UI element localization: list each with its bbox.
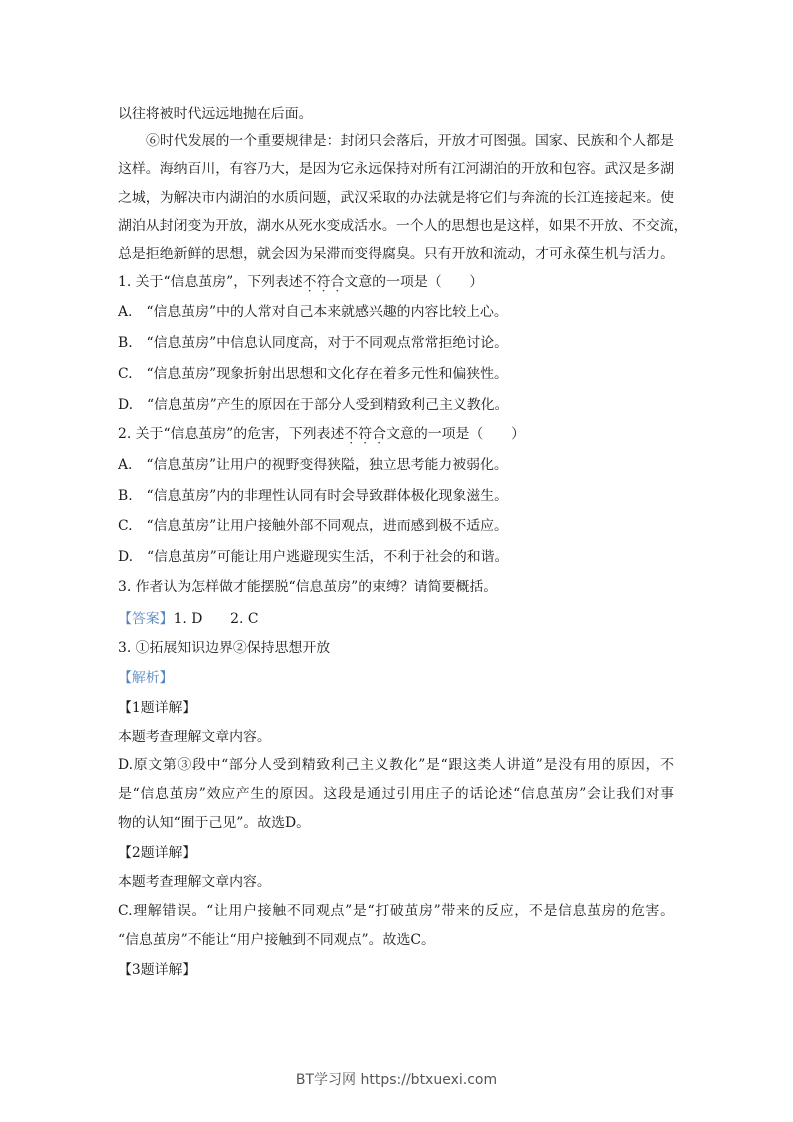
passage-para6-line: ⑥时代发展的一个重要规律是：封闭只会落后，开放才可图强。国家、民族和个人都是	[146, 133, 674, 149]
watermark-footer: BT学习网 https://btxuexi.com	[295, 1072, 498, 1088]
answer-line-2: 3. ①拓展知识边界②保持思想开放	[118, 640, 331, 656]
answer-line-1	[118, 609, 258, 629]
emphasis-char: 符	[316, 274, 331, 290]
answer-label: 【答案】	[118, 611, 174, 627]
q3-analysis-heading: 【3题详解】	[118, 962, 197, 978]
q2-analysis-line: C.理解错误。“让用户接触不同观点”是“打破茧房”带来的反应，不是信息茧房的危害。	[118, 903, 674, 919]
passage-para6-line: 这样。海纳百川，有容乃大，是因为它永远保持对所有江河湖泊的开放和包容。武汉是多湖	[118, 161, 674, 177]
passage-para6-line: 湖泊从封闭变为开放，湖水从死水变成活水。一个人的思想也是这样，如果不开放、不交流，	[118, 218, 688, 234]
question-1-stem: 1. 关于“信息茧房”，下列表述不符合文意的一项是（ ）	[118, 274, 484, 290]
passage-tail-line: 以往将被时代远远地抛在后面。	[118, 106, 313, 122]
emphasis-char: 不	[302, 274, 317, 290]
question-2-stem: 2. 关于“信息茧房”的危害，下列表述不符合文意的一项是（ ）	[118, 426, 525, 442]
question-2-option-a: A. “信息茧房”让用户的视野变得狭隘，独立思考能力被弱化。	[118, 457, 508, 473]
question-1-option-c: C. “信息茧房”现象折射出思想和文化存在着多元性和偏狭性。	[118, 366, 508, 382]
emphasis-char: 符	[358, 426, 373, 442]
question-2-option-d: D. “信息茧房”可能让用户逃避现实生活，不利于社会的和谐。	[118, 549, 509, 565]
question-2-option-c: C. “信息茧房”让用户接触外部不同观点，进而感到极不适应。	[118, 518, 508, 534]
q2-analysis-heading: 【2题详解】	[118, 845, 197, 861]
q1-analysis-line: 物的认知“囿于己见”。故选D。	[118, 815, 311, 831]
q1-analysis-line: 是“信息茧房”效应产生的原因。这段是通过引用庄子的话论述“信息茧房”会让我们对事	[118, 786, 674, 802]
emphasis-char: 不	[344, 426, 359, 442]
emphasis-char: 合	[330, 274, 345, 290]
answer-values: 1. D 2. C	[173, 611, 259, 627]
emphasis-char: 合	[372, 426, 387, 442]
question-1-option-b: B. “信息茧房”中信息认同度高，对于不同观点常常拒绝讨论。	[118, 335, 508, 351]
passage-para6-line: 之城，为解决市内湖泊的水质问题，武汉采取的办法就是将它们与奔流的长江连接起来。使	[118, 190, 674, 206]
q2-analysis-intro: 本题考查理解文章内容。	[118, 874, 271, 890]
q2-analysis-line: “信息茧房”不能让“用户接触到不同观点”。故选C。	[118, 932, 435, 948]
q1-analysis-line: D.原文第③段中“部分人受到精致利己主义教化”是“跟这类人讲道”是没有用的原因，不	[118, 757, 674, 773]
question-1-option-d: D. “信息茧房”产生的原因在于部分人受到精致利己主义教化。	[118, 397, 509, 413]
q1-analysis-heading: 【1题详解】	[118, 700, 197, 716]
q1-analysis-intro: 本题考查理解文章内容。	[118, 729, 271, 745]
question-1-option-a: A. “信息茧房”中的人常对自己本来就感兴趣的内容比较上心。	[118, 304, 508, 320]
passage-para6-line: 总是拒绝新鲜的思想，就会因为呆滞而变得腐臭。只有开放和流动，才可永葆生机与活力。	[118, 246, 674, 262]
question-3-stem: 3. 作者认为怎样做才能摆脱“信息茧房”的束缚？请简要概括。	[118, 579, 498, 595]
analysis-label: 【解析】	[118, 670, 174, 686]
question-2-option-b: B. “信息茧房”内的非理性认同有时会导致群体极化现象滋生。	[118, 488, 508, 504]
